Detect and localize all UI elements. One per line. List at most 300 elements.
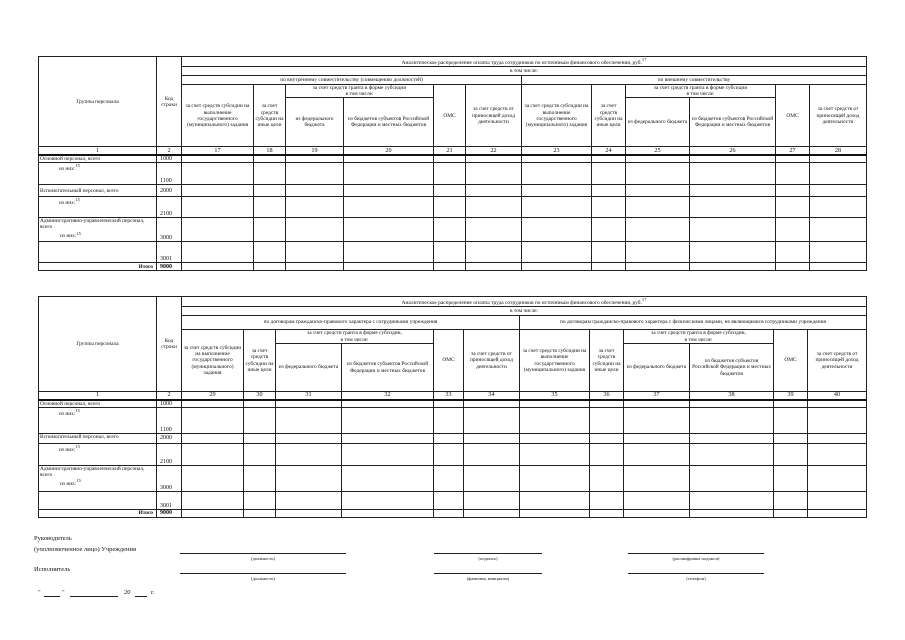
hdr-income: за счет средств от приносящей доход деятельности <box>464 330 520 392</box>
date-quote-close: " <box>62 589 65 596</box>
cell[interactable] <box>624 407 690 433</box>
cell[interactable] <box>464 443 520 465</box>
hdr-income: за счет средств от приносящей доход деятельности <box>810 85 867 147</box>
hdr-subsidy-task: за счет средств субсидии на выполнение государственного (муниципального) задания <box>182 85 254 147</box>
cell[interactable] <box>466 155 522 163</box>
cell[interactable] <box>592 218 626 242</box>
row-label-aux-of: из них:$^{15}$ <box>39 197 157 218</box>
row-label-main-of: из них:$^{15}$ <box>39 163 157 185</box>
cell[interactable] <box>434 218 466 242</box>
hdr-subsidy-task: за счет средств субсидии на выполнение государственного (муниципального) задания <box>522 85 592 147</box>
cell[interactable] <box>464 433 520 443</box>
cell[interactable] <box>466 185 522 197</box>
col-number: 29 <box>182 392 244 400</box>
cell[interactable] <box>464 400 520 408</box>
cell[interactable] <box>434 163 466 185</box>
cell[interactable] <box>464 491 520 509</box>
cell[interactable] <box>344 218 434 242</box>
col-number: 24 <box>592 147 626 155</box>
cell[interactable] <box>182 242 254 263</box>
table-row-total <box>39 509 867 517</box>
hdr-income: за счет средств от приносящей доход деятельности <box>466 85 522 147</box>
cell[interactable] <box>590 443 624 465</box>
hdr-subsidy-other: за счет средств субсидии на иные цели <box>592 85 626 147</box>
exec-phone-line[interactable] <box>628 573 764 574</box>
cell[interactable] <box>522 263 592 271</box>
row-label-aux: Вспомогательный персонал, всего <box>39 185 157 197</box>
col-number: 25 <box>626 147 690 155</box>
cell[interactable] <box>810 185 867 197</box>
cell[interactable] <box>522 163 592 185</box>
cell[interactable] <box>434 509 464 517</box>
cell[interactable] <box>774 509 808 517</box>
cell[interactable] <box>254 185 286 197</box>
col-number: 34 <box>464 392 520 400</box>
col-number: 37 <box>624 392 690 400</box>
caption-phone: (телефон) <box>686 576 706 581</box>
cell[interactable] <box>776 185 810 197</box>
cell[interactable] <box>182 491 244 509</box>
col-number: 20 <box>344 147 434 155</box>
cell[interactable] <box>244 407 276 433</box>
head-label: Руководитель <box>34 535 72 542</box>
hdr-fed: из федерального бюджета <box>286 98 344 147</box>
hdr-income: за счет средств от приносящей доход деятельности <box>808 330 867 392</box>
hdr-oms: ОМС <box>774 330 808 392</box>
table-row <box>39 433 867 443</box>
cell[interactable] <box>774 465 808 491</box>
row-code: 9000 <box>157 263 182 271</box>
cell[interactable] <box>342 465 434 491</box>
hdr-fed: из федерального бюджета <box>276 344 342 392</box>
cell[interactable] <box>434 443 464 465</box>
cell[interactable] <box>592 155 626 163</box>
cell[interactable] <box>244 491 276 509</box>
row-code: 1000 <box>157 400 182 408</box>
cell[interactable] <box>276 407 342 433</box>
cell[interactable] <box>690 218 776 242</box>
cell[interactable] <box>808 400 867 408</box>
hdr-fed: из федерального бюджета <box>626 98 690 147</box>
cell[interactable] <box>344 185 434 197</box>
hdr-oms: ОМС <box>776 85 810 147</box>
row-code: 1100 <box>157 163 182 185</box>
cell[interactable] <box>182 163 254 185</box>
row-label-main: Основной персонал, всего <box>39 400 157 408</box>
cell[interactable] <box>522 155 592 163</box>
caption-name: (фамилия, инициалы) <box>466 576 510 581</box>
cell[interactable] <box>776 263 810 271</box>
cell[interactable] <box>182 155 254 163</box>
col-number: 31 <box>276 392 342 400</box>
cell[interactable] <box>810 263 867 271</box>
date-day-line[interactable] <box>44 596 60 597</box>
cell[interactable] <box>466 263 522 271</box>
date-month-line[interactable] <box>70 596 118 597</box>
row-code: 1100 <box>157 407 182 433</box>
cell[interactable] <box>520 400 590 408</box>
cell[interactable] <box>464 465 520 491</box>
cell[interactable] <box>774 400 808 408</box>
cell[interactable] <box>626 197 690 218</box>
row-code: 2100 <box>157 443 182 465</box>
table-row <box>39 465 867 491</box>
cell[interactable] <box>276 443 342 465</box>
table-row <box>39 163 867 185</box>
cell[interactable] <box>690 155 776 163</box>
cell[interactable] <box>774 433 808 443</box>
cell[interactable] <box>466 163 522 185</box>
cell[interactable] <box>522 242 592 263</box>
cell[interactable] <box>182 400 244 408</box>
table-row-total <box>39 263 867 271</box>
cell[interactable] <box>182 185 254 197</box>
column-numbers-row <box>39 392 867 400</box>
cell[interactable] <box>434 242 466 263</box>
cell[interactable] <box>244 509 276 517</box>
cell[interactable] <box>434 155 466 163</box>
col-number: 33 <box>434 392 464 400</box>
row-code: 9000 <box>157 509 182 517</box>
cell[interactable] <box>690 443 774 465</box>
col-number: 32 <box>342 392 434 400</box>
cell[interactable] <box>590 433 624 443</box>
row-code: 3001 <box>157 491 182 509</box>
row-label-main: Основной персонал, всего <box>39 155 157 163</box>
cell[interactable] <box>808 509 867 517</box>
table-1 <box>38 56 867 271</box>
hdr-grant: за счет средств гранта в форме субсидии в том числе: <box>626 85 776 98</box>
cell[interactable] <box>182 218 254 242</box>
cell[interactable] <box>466 197 522 218</box>
cell[interactable] <box>254 263 286 271</box>
cell[interactable] <box>342 443 434 465</box>
hdr-oms: ОМС <box>434 85 466 147</box>
hdr-subsidy-other: за счет средств субсидии на иные цели <box>254 85 286 147</box>
cell[interactable] <box>810 218 867 242</box>
executor-label: Исполнитель <box>34 566 71 573</box>
cell[interactable] <box>254 197 286 218</box>
cell[interactable] <box>520 509 590 517</box>
cell[interactable] <box>342 407 434 433</box>
head-signature-line[interactable] <box>434 553 542 554</box>
cell[interactable] <box>810 155 867 163</box>
cell[interactable] <box>624 491 690 509</box>
row-label-total: Итого <box>39 509 157 517</box>
cell[interactable] <box>434 491 464 509</box>
cell[interactable] <box>690 407 774 433</box>
cell[interactable] <box>624 400 690 408</box>
hdr-subsidy-task: за счет средств субсидии на выполнение государственного (муниципального) задания <box>520 330 590 392</box>
cell[interactable] <box>522 218 592 242</box>
row-label-adm: Административно-управленческий персонал, всего из них:$^{15}$ <box>39 465 157 491</box>
cell[interactable] <box>590 465 624 491</box>
cell[interactable] <box>592 163 626 185</box>
row-code: 3000 <box>157 465 182 491</box>
cell[interactable] <box>182 433 244 443</box>
cell[interactable] <box>434 263 466 271</box>
cell[interactable] <box>774 443 808 465</box>
cell[interactable] <box>774 491 808 509</box>
hdr-subsidy-task: за счет средств субсидии на выполнение государственного (муниципального) задания <box>182 330 244 392</box>
col-number: 26 <box>690 147 776 155</box>
cell[interactable] <box>624 443 690 465</box>
cell[interactable] <box>520 465 590 491</box>
cell[interactable] <box>776 155 810 163</box>
cell[interactable] <box>624 509 690 517</box>
hdr-reg: из бюджетов субъектов Российской Федерации и местных бюджетов <box>342 344 434 392</box>
col-number: 40 <box>808 392 867 400</box>
cell[interactable] <box>690 465 774 491</box>
exec-name-line[interactable] <box>434 573 542 574</box>
row-code: 1000 <box>157 155 182 163</box>
col-number: 1 <box>39 392 157 400</box>
table-row <box>39 491 867 509</box>
cell[interactable] <box>522 197 592 218</box>
hdr-reg: из бюджетов субъектов Российской Федерации и местных бюджетов <box>690 98 776 147</box>
cell[interactable] <box>626 263 690 271</box>
cell[interactable] <box>808 443 867 465</box>
date-quote-open: " <box>38 589 41 596</box>
cell[interactable] <box>276 509 342 517</box>
col-number: 36 <box>590 392 624 400</box>
cell[interactable] <box>342 509 434 517</box>
cell[interactable] <box>254 155 286 163</box>
cell[interactable] <box>810 242 867 263</box>
row-code: 2100 <box>157 197 182 218</box>
col-number: 23 <box>522 147 592 155</box>
col-number: 2 <box>157 147 182 155</box>
cell[interactable] <box>466 242 522 263</box>
row-code: 2000 <box>157 433 182 443</box>
cell[interactable] <box>776 242 810 263</box>
caption-position: (должность) <box>250 556 276 561</box>
col-number: 38 <box>690 392 774 400</box>
cell[interactable] <box>592 185 626 197</box>
col-code-header: Код строки <box>157 297 182 392</box>
hdr-reg: из бюджетов субъектов Российской Федерации и местных бюджетов <box>690 344 774 392</box>
hdr-grant: за счет средств гранта в форме субсидии в том числе: <box>286 85 434 98</box>
date-year-suffix: г. <box>151 589 155 596</box>
column-numbers-row <box>39 147 867 155</box>
cell[interactable] <box>254 163 286 185</box>
cell[interactable] <box>464 407 520 433</box>
hdr-grant: за счет средств гранта в форме субсидии, в том числе: <box>624 330 774 344</box>
cell[interactable] <box>690 400 774 408</box>
table-row <box>39 407 867 433</box>
cell[interactable] <box>776 163 810 185</box>
cell[interactable] <box>182 407 244 433</box>
row-code: 2000 <box>157 185 182 197</box>
cell[interactable] <box>626 163 690 185</box>
row-label-adm: Административно-управленческий персонал, всего из них:$^{15}$ <box>39 218 157 242</box>
cell[interactable] <box>244 400 276 408</box>
date-year-prefix: 20 <box>124 589 131 596</box>
table-row <box>39 400 867 408</box>
row-label-blank <box>39 491 157 509</box>
caption-signature: (подпись) <box>478 556 498 561</box>
cell[interactable] <box>590 491 624 509</box>
head-label-2: (уполномоченное лицо) Учреждения <box>34 546 136 553</box>
cell[interactable] <box>344 155 434 163</box>
exec-position-line[interactable] <box>180 573 346 574</box>
table-row <box>39 242 867 263</box>
col-number: 19 <box>286 147 344 155</box>
head-position-line[interactable] <box>180 553 346 554</box>
cell[interactable] <box>690 185 776 197</box>
cell[interactable] <box>276 433 342 443</box>
cell[interactable] <box>776 197 810 218</box>
cell[interactable] <box>592 263 626 271</box>
part-gph-staff: по договорам гражданско-правового характера с сотрудниками учреждения <box>182 316 520 330</box>
table-row <box>39 218 867 242</box>
cell[interactable] <box>690 163 776 185</box>
cell[interactable] <box>276 491 342 509</box>
cell[interactable] <box>342 400 434 408</box>
cell[interactable] <box>244 443 276 465</box>
cell[interactable] <box>276 465 342 491</box>
cell[interactable] <box>520 491 590 509</box>
table-1-title: Аналитическое распределение оплаты труда сотрудников по источникам финансового обеспечения, руб.$^{17}$ <box>182 57 867 67</box>
cell[interactable] <box>690 509 774 517</box>
cell[interactable] <box>286 163 344 185</box>
cell[interactable] <box>434 407 464 433</box>
row-label-aux: Вспомогательный персонал, всего <box>39 433 157 443</box>
col-number: 2 <box>157 392 182 400</box>
cell[interactable] <box>626 218 690 242</box>
cell[interactable] <box>690 433 774 443</box>
cell[interactable] <box>626 185 690 197</box>
table-2-title: Аналитическое распределение оплаты труда сотрудников по источникам финансового обеспечения, руб.$^{17}$ <box>182 297 867 307</box>
cell[interactable] <box>286 242 344 263</box>
col-number: 35 <box>520 392 590 400</box>
part-gph-non-staff: по договорам гражданско-правового характера с физическими лицами, не являющимися сотрудниками учреждения <box>520 316 867 330</box>
in-that-number: в том числе: <box>182 67 867 76</box>
cell[interactable] <box>810 163 867 185</box>
cell[interactable] <box>808 465 867 491</box>
hdr-subsidy-other: за счет средств субсидии на иные цели <box>590 330 624 392</box>
cell[interactable] <box>520 433 590 443</box>
table-row <box>39 197 867 218</box>
caption-decode: (расшифровка подписи) <box>672 556 720 561</box>
col-number: 22 <box>466 147 522 155</box>
cell[interactable] <box>466 218 522 242</box>
hdr-reg: из бюджетов субъектов Российской Федерации и местных бюджетов <box>344 98 434 147</box>
hdr-oms: ОМС <box>434 330 464 392</box>
cell[interactable] <box>590 400 624 408</box>
cell[interactable] <box>342 491 434 509</box>
cell[interactable] <box>434 197 466 218</box>
table-row <box>39 155 867 163</box>
row-code: 3001 <box>157 242 182 263</box>
hdr-grant: за счет средств гранта в форме субсидии, в том числе: <box>276 330 434 344</box>
hdr-subsidy-other: за счет средств субсидии на иные цели <box>244 330 276 392</box>
cell[interactable] <box>776 218 810 242</box>
cell[interactable] <box>520 443 590 465</box>
cell[interactable] <box>808 407 867 433</box>
cell[interactable] <box>276 400 342 408</box>
cell[interactable] <box>690 197 776 218</box>
cell[interactable] <box>342 433 434 443</box>
in-that-number: в том числе: <box>182 307 867 316</box>
cell[interactable] <box>690 491 774 509</box>
table-row <box>39 443 867 465</box>
cell[interactable] <box>590 407 624 433</box>
cell[interactable] <box>434 433 464 443</box>
col-groups-header: Группы персонала <box>39 297 157 392</box>
cell[interactable] <box>344 163 434 185</box>
caption-position-2: (должность) <box>250 576 276 581</box>
cell[interactable] <box>808 433 867 443</box>
cell[interactable] <box>434 465 464 491</box>
cell[interactable] <box>624 465 690 491</box>
cell[interactable] <box>344 242 434 263</box>
cell[interactable] <box>182 263 254 271</box>
col-number: 27 <box>776 147 810 155</box>
part-internal: по внутреннему совместительству (совмещению должностей) <box>182 76 522 85</box>
cell[interactable] <box>254 218 286 242</box>
col-code-header: Код строки <box>157 57 182 147</box>
cell[interactable] <box>286 185 344 197</box>
table-2 <box>38 296 867 518</box>
cell[interactable] <box>774 407 808 433</box>
cell[interactable] <box>344 197 434 218</box>
cell[interactable] <box>626 242 690 263</box>
row-label-aux-of: из них:$^{15}$ <box>39 443 157 465</box>
cell[interactable] <box>810 197 867 218</box>
date-year-line[interactable] <box>135 596 147 597</box>
cell[interactable] <box>182 465 244 491</box>
row-label-blank <box>39 242 157 263</box>
head-decode-line[interactable] <box>628 553 764 554</box>
cell[interactable] <box>244 465 276 491</box>
col-number: 17 <box>182 147 254 155</box>
cell[interactable] <box>690 242 776 263</box>
col-number: 28 <box>810 147 867 155</box>
cell[interactable] <box>344 263 434 271</box>
cell[interactable] <box>286 197 344 218</box>
col-number: 18 <box>254 147 286 155</box>
cell[interactable] <box>592 197 626 218</box>
cell[interactable] <box>522 185 592 197</box>
cell[interactable] <box>254 242 286 263</box>
cell[interactable] <box>434 400 464 408</box>
cell[interactable] <box>592 242 626 263</box>
row-label-main-of: из них:$^{15}$ <box>39 407 157 433</box>
row-code: 3000 <box>157 218 182 242</box>
cell[interactable] <box>244 433 276 443</box>
cell[interactable] <box>286 263 344 271</box>
cell[interactable] <box>464 509 520 517</box>
row-label-total: Итого <box>39 263 157 271</box>
hdr-fed: из федерального бюджета <box>624 344 690 392</box>
part-external: по внешнему совместительству <box>522 76 867 85</box>
cell[interactable] <box>690 263 776 271</box>
cell[interactable] <box>286 155 344 163</box>
cell[interactable] <box>182 197 254 218</box>
cell[interactable] <box>182 509 244 517</box>
cell[interactable] <box>286 218 344 242</box>
cell[interactable] <box>808 491 867 509</box>
cell[interactable] <box>590 509 624 517</box>
cell[interactable] <box>626 155 690 163</box>
cell[interactable] <box>434 185 466 197</box>
cell[interactable] <box>624 433 690 443</box>
table-row <box>39 185 867 197</box>
col-number: 1 <box>39 147 157 155</box>
cell[interactable] <box>520 407 590 433</box>
cell[interactable] <box>182 443 244 465</box>
